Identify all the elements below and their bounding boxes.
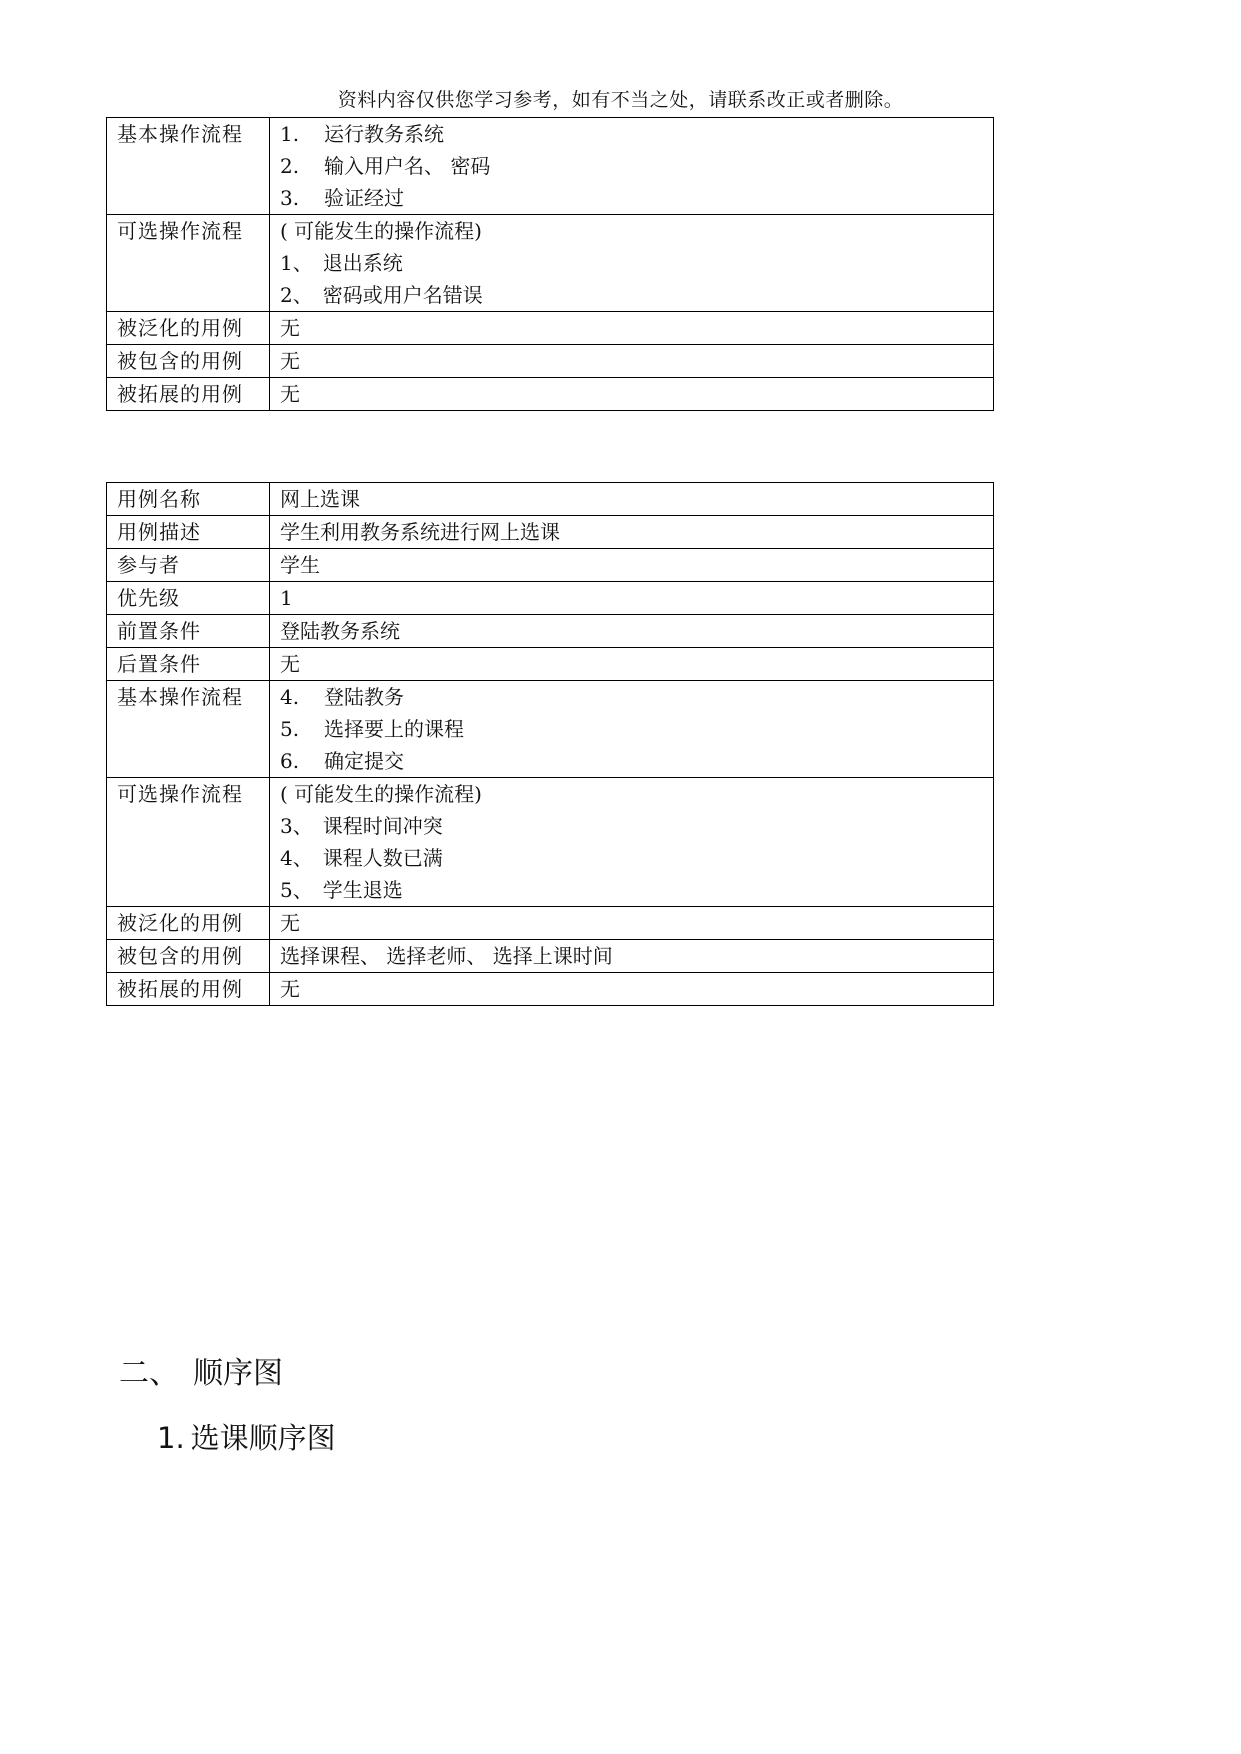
table-body bbox=[107, 483, 994, 1006]
item-text: 课程时间冲突 bbox=[322, 814, 443, 838]
row-value bbox=[270, 615, 994, 648]
item-text: 无 bbox=[280, 977, 300, 1001]
row-label: 优先级 bbox=[107, 582, 270, 615]
table-row bbox=[107, 615, 994, 648]
section-heading bbox=[119, 1354, 283, 1394]
table-row bbox=[107, 907, 994, 940]
row-value bbox=[270, 648, 994, 681]
value-line bbox=[280, 279, 983, 311]
item-number: 5. bbox=[280, 717, 300, 741]
item-number: 1、 bbox=[280, 251, 313, 275]
item-number: 3. bbox=[280, 186, 300, 210]
subsection-number: 1. bbox=[157, 1421, 185, 1455]
item-text: 无 bbox=[280, 382, 300, 406]
item-text: 确定提交 bbox=[324, 749, 404, 773]
value-line bbox=[280, 215, 983, 247]
row-label: 可选操作流程 bbox=[107, 778, 270, 907]
item-text: 学生 bbox=[280, 553, 320, 577]
value-line bbox=[280, 648, 983, 680]
table-row bbox=[107, 312, 994, 345]
table-row bbox=[107, 582, 994, 615]
value-line bbox=[280, 182, 983, 214]
row-label: 被包含的用例 bbox=[107, 940, 270, 973]
row-label: 被拓展的用例 bbox=[107, 378, 270, 411]
row-value bbox=[270, 681, 994, 778]
row-value bbox=[270, 312, 994, 345]
row-value bbox=[270, 215, 994, 312]
value-line bbox=[280, 582, 983, 614]
item-text: 学生利用教务系统进行网上选课 bbox=[280, 520, 560, 544]
item-text: ( 可能发生的操作流程) bbox=[280, 219, 482, 243]
item-text: 网上选课 bbox=[280, 487, 360, 511]
value-line bbox=[280, 745, 983, 777]
item-text: 无 bbox=[280, 652, 300, 676]
item-number: 2. bbox=[280, 154, 300, 178]
item-text: 无 bbox=[280, 349, 300, 373]
value-line bbox=[280, 378, 983, 410]
table-row bbox=[107, 118, 994, 215]
item-number: 3、 bbox=[280, 814, 313, 838]
item-text: 验证经过 bbox=[324, 186, 404, 210]
value-line bbox=[280, 516, 983, 548]
item-text: 运行教务系统 bbox=[324, 122, 444, 146]
table-body bbox=[107, 118, 994, 411]
item-text: 无 bbox=[280, 316, 300, 340]
value-line bbox=[280, 247, 983, 279]
table-row bbox=[107, 483, 994, 516]
row-value bbox=[270, 345, 994, 378]
table-row bbox=[107, 549, 994, 582]
row-label: 被泛化的用例 bbox=[107, 312, 270, 345]
row-label: 基本操作流程 bbox=[107, 681, 270, 778]
table-row bbox=[107, 345, 994, 378]
item-text: 选择要上的课程 bbox=[324, 717, 464, 741]
row-label: 被泛化的用例 bbox=[107, 907, 270, 940]
subsection-title: 选课顺序图 bbox=[190, 1421, 336, 1455]
item-text: 课程人数已满 bbox=[322, 846, 443, 870]
value-line bbox=[280, 681, 983, 713]
table-row bbox=[107, 940, 994, 973]
value-line bbox=[280, 810, 983, 842]
item-number: 2、 bbox=[280, 283, 313, 307]
table-row bbox=[107, 378, 994, 411]
table-row bbox=[107, 215, 994, 312]
row-value bbox=[270, 118, 994, 215]
item-text: 退出系统 bbox=[322, 251, 403, 275]
value-line bbox=[280, 150, 983, 182]
item-text: ( 可能发生的操作流程) bbox=[280, 782, 482, 806]
use-case-table-online-course-selection bbox=[106, 482, 994, 1006]
value-line bbox=[280, 778, 983, 810]
row-label: 用例名称 bbox=[107, 483, 270, 516]
row-value bbox=[270, 940, 994, 973]
item-text: 密码或用户名错误 bbox=[322, 283, 483, 307]
value-line bbox=[280, 312, 983, 344]
value-line bbox=[280, 874, 983, 906]
row-value bbox=[270, 483, 994, 516]
item-number: 5、 bbox=[280, 878, 313, 902]
row-label: 基本操作流程 bbox=[107, 118, 270, 215]
row-label: 被拓展的用例 bbox=[107, 973, 270, 1006]
row-value bbox=[270, 973, 994, 1006]
row-value bbox=[270, 778, 994, 907]
value-line bbox=[280, 483, 983, 515]
table-row bbox=[107, 681, 994, 778]
item-text: 输入用户名、 密码 bbox=[324, 154, 491, 178]
row-value bbox=[270, 582, 994, 615]
item-text: 登陆教务 bbox=[324, 685, 404, 709]
value-line bbox=[280, 940, 983, 972]
table-row bbox=[107, 778, 994, 907]
item-number: 4. bbox=[280, 685, 300, 709]
value-line bbox=[280, 345, 983, 377]
table-row bbox=[107, 516, 994, 549]
row-label: 被包含的用例 bbox=[107, 345, 270, 378]
section-number: 二、 bbox=[119, 1356, 179, 1391]
section-title: 顺序图 bbox=[193, 1356, 283, 1391]
item-text: 无 bbox=[280, 911, 300, 935]
row-label: 可选操作流程 bbox=[107, 215, 270, 312]
value-line bbox=[280, 118, 983, 150]
row-label: 用例描述 bbox=[107, 516, 270, 549]
row-label: 前置条件 bbox=[107, 615, 270, 648]
value-line bbox=[280, 549, 983, 581]
item-text: 学生退选 bbox=[322, 878, 403, 902]
table-row bbox=[107, 973, 994, 1006]
value-line bbox=[280, 842, 983, 874]
table-row bbox=[107, 648, 994, 681]
value-line bbox=[280, 973, 983, 1005]
row-value bbox=[270, 549, 994, 582]
row-value bbox=[270, 516, 994, 549]
header-disclaimer: 资料内容仅供您学习参考，如有不当之处，请联系改正或者删除。 bbox=[337, 89, 904, 111]
row-value bbox=[270, 378, 994, 411]
item-number: 1. bbox=[280, 122, 300, 146]
use-case-table-login bbox=[106, 117, 994, 411]
value-line bbox=[280, 713, 983, 745]
row-label: 参与者 bbox=[107, 549, 270, 582]
item-number: 4、 bbox=[280, 846, 313, 870]
subsection-heading bbox=[157, 1418, 336, 1458]
row-value bbox=[270, 907, 994, 940]
row-label: 后置条件 bbox=[107, 648, 270, 681]
item-text: 选择课程、 选择老师、 选择上课时间 bbox=[280, 944, 613, 968]
value-line bbox=[280, 907, 983, 939]
value-line bbox=[280, 615, 983, 647]
item-text: 1 bbox=[280, 586, 293, 610]
item-number: 6. bbox=[280, 749, 300, 773]
item-text: 登陆教务系统 bbox=[280, 619, 400, 643]
